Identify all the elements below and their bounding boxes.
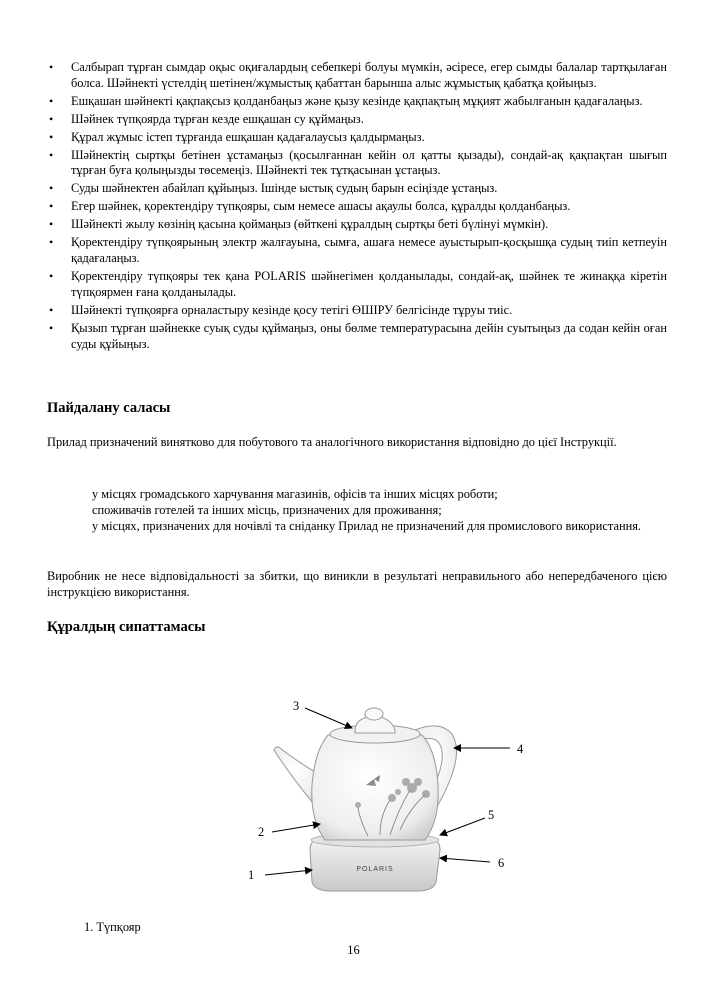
safety-bullet-text: Қызып тұрған шәйнекке суық суды құймаңыз, оны бөлме температурасына дейін суытыңыз да содан кейін оған суды құйыңыз.	[71, 320, 667, 351]
kettle-illustration	[240, 690, 540, 905]
bullet-marker: •	[49, 93, 54, 108]
bullet-marker: •	[49, 147, 54, 162]
safety-bullet-item	[47, 148, 667, 180]
safety-bullet-item	[47, 94, 667, 110]
parts-list-number: 1.	[84, 920, 94, 934]
kettle-figure	[240, 690, 540, 905]
safety-bullet-text: Салбырап тұрған сымдар оқыс оқиғалардың себепкері болуы мүмкін, әсіресе, егер сымды балалар тартқылаған болса. Шәйнекті үстелдің шетінен/жұмыстық қабаттан барынша алыс жұмыстық қабатқа қойыңыз.	[71, 60, 667, 90]
safety-bullet-item	[47, 130, 667, 146]
bullet-marker: •	[49, 302, 54, 317]
safety-bullet-item	[47, 217, 667, 233]
safety-bullet-text: Шәйнектің сыртқы бетінен ұстамаңыз (қосылғаннан кейін ол қатты қызады), сондай-ақ қақпақтан шығып тұрған буға қолыңызды төсемеңіз. Шәйнекті тек тұтқасынан ұстаңыз.	[71, 147, 667, 178]
callout-5: 5	[488, 808, 495, 822]
parts-list-item	[84, 920, 141, 935]
safety-bullet-item	[47, 181, 667, 197]
bullet-marker: •	[49, 181, 54, 196]
usage-place-item: споживачів готелей та інших місць, призначених для проживання;	[92, 503, 442, 518]
safety-bullet-text: Шәйнекті түпқоярға орналастыру кезінде қосу тетігі ӨШІРУ белгісінде тұруы тиіс.	[71, 302, 513, 317]
safety-bullet-text: Құрал жұмыс істеп тұрғанда ешқашан қадағалаусыз қалдырмаңыз.	[71, 129, 425, 144]
safety-bullet-item	[47, 269, 667, 301]
usage-places-list	[92, 486, 667, 535]
description-section-title: Құралдың сипаттамасы	[47, 619, 206, 635]
callout-1: 1	[248, 868, 255, 882]
bullet-marker: •	[49, 60, 54, 74]
callout-6: 6	[498, 856, 505, 870]
safety-bullet-text: Қоректендіру түпқояры тек қана POLARIS шәйнегімен қолданылады, сондай-ақ, шәйнек те жинаққа кіретін түпқоярмен ғана қолданылады.	[71, 268, 667, 299]
bullet-marker: •	[49, 199, 54, 214]
usage-intro-paragraph: Прилад призначений винятково для побутового та аналогічного використання відповідно до цієї Інструкції.	[47, 435, 617, 449]
usage-section-title: Пайдалану саласы	[47, 400, 171, 416]
safety-bullet-text: Қоректендіру түпқоярының электр жалғауына, сымға, ашаға немесе ауыстырып-қосқышқа судың тиіп кетпеуін қадағалаңыз.	[71, 235, 667, 265]
bullet-marker: •	[49, 111, 54, 126]
safety-bullet-item	[47, 60, 667, 92]
brand-logo-text: POLARIS	[356, 866, 394, 873]
safety-bullet-item	[47, 303, 667, 319]
safety-bullet-item	[47, 112, 667, 128]
callout-2: 2	[258, 825, 265, 839]
parts-list-label: Түпқояр	[96, 920, 141, 934]
safety-bullet-text: Суды шәйнектен абайлап құйыңыз. Ішінде ыстық судың барын есіңізде ұстаңыз.	[71, 181, 498, 196]
usage-place-item: у місцях громадського харчування магазинів, офісів та інших місцях роботи;	[92, 487, 498, 501]
bullet-marker: •	[49, 129, 54, 144]
bullet-marker: •	[49, 268, 54, 283]
safety-bullet-text: Шәйнекті жылу көзінің қасына қоймаңыз (өйткені құралдың сыртқы беті бүлінуі мүмкін).	[71, 217, 549, 232]
safety-bullet-item	[47, 321, 667, 353]
bullet-marker: •	[49, 217, 54, 232]
page-number: 16	[347, 943, 360, 957]
safety-bullet-item	[47, 235, 667, 267]
safety-bullet-text: Шәйнек түпқоярда тұрған кезде ешқашан су құймаңыз.	[71, 111, 364, 126]
safety-bullet-text: Егер шәйнек, қоректендіру түпқояры, сым немесе ашасы ақаулы болса, құралды қолданбаңыз.	[71, 199, 571, 214]
callout-3: 3	[293, 699, 300, 713]
disclaimer-paragraph: Виробник не несе відповідальності за збитки, що виникли в результаті неправильного або непередбаченого цією інструкцією використання.	[47, 569, 667, 600]
callout-4: 4	[517, 742, 524, 756]
bullet-marker: •	[49, 320, 54, 335]
bullet-marker: •	[49, 235, 54, 250]
safety-bullet-item	[47, 199, 667, 215]
usage-place-item: у місцях, призначених для ночівлі та сніданку Прилад не призначений для промислового використання.	[92, 519, 642, 534]
safety-bullet-list	[47, 60, 667, 354]
safety-bullet-text: Ешқашан шәйнекті қақпақсыз қолданбаңыз және қызу кезінде қақпақтың мұқият жабылғанын қадағалаңыз.	[71, 93, 643, 108]
